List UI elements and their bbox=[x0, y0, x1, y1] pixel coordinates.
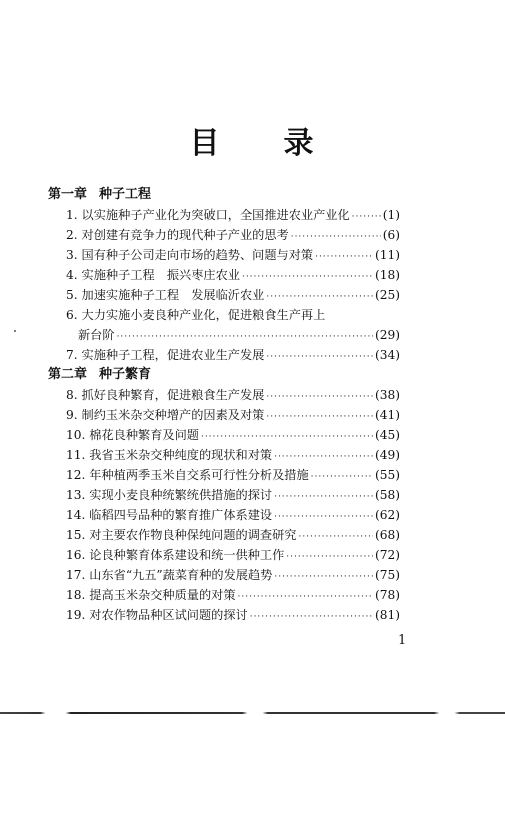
chapter-number: 第二章 bbox=[48, 367, 88, 382]
toc-entry[interactable] bbox=[48, 385, 400, 405]
entry-page: (29) bbox=[374, 328, 400, 342]
entry-title: 19. 对农作物品种区试问题的探讨 bbox=[66, 608, 248, 622]
chapter-number: 第一章 bbox=[48, 187, 88, 202]
entry-title: 2. 对创建有竞争力的现代种子产业的思考 bbox=[66, 228, 289, 242]
toc-entry[interactable] bbox=[48, 605, 400, 625]
toc-entry[interactable] bbox=[48, 405, 400, 425]
toc-entry-line-1[interactable] bbox=[48, 305, 400, 325]
entry-page: (34) bbox=[374, 348, 400, 362]
dot-leader bbox=[286, 547, 373, 567]
entry-title: 18. 提高玉米杂交种质量的对策 bbox=[66, 588, 236, 602]
title-char-2: 录 bbox=[283, 126, 316, 161]
entry-title: 9. 制约玉米杂交种增产的因素及对策 bbox=[66, 408, 265, 422]
toc-entry[interactable] bbox=[48, 545, 400, 565]
entry-page: (78) bbox=[374, 588, 400, 602]
dot-leader bbox=[201, 427, 373, 447]
entry-page: (72) bbox=[374, 548, 400, 562]
dot-leader bbox=[352, 207, 381, 227]
entry-title: 7. 实施种子工程，促进农业生产发展 bbox=[66, 348, 265, 362]
dot-leader bbox=[274, 447, 373, 467]
dot-leader bbox=[266, 407, 373, 427]
entry-title: 12. 年种植两季玉米自交系可行性分析及措施 bbox=[66, 468, 309, 482]
page-number: 1 bbox=[398, 633, 407, 648]
toc-entry[interactable] bbox=[48, 445, 400, 465]
dot-leader bbox=[266, 387, 373, 407]
chapter-name: 种子繁育 bbox=[99, 367, 152, 382]
dot-leader bbox=[311, 467, 373, 487]
dot-leader bbox=[266, 287, 373, 307]
toc-entry[interactable] bbox=[48, 585, 400, 605]
entry-page: (75) bbox=[374, 568, 400, 582]
entry-page: (1) bbox=[382, 208, 400, 222]
toc-entry[interactable] bbox=[48, 465, 400, 485]
scan-speck bbox=[14, 330, 16, 332]
dot-leader bbox=[250, 607, 373, 627]
entry-title: 16. 论良种繁育体系建设和统一供种工作 bbox=[66, 548, 285, 562]
entry-title: 13. 实现小麦良种统繁统供措施的探讨 bbox=[66, 488, 273, 502]
entry-page: (11) bbox=[374, 248, 400, 262]
entry-title: 14. 临稻四号品种的繁育推广体系建设 bbox=[66, 508, 273, 522]
dot-leader bbox=[117, 327, 373, 347]
dot-leader bbox=[274, 487, 373, 507]
toc-entry[interactable] bbox=[48, 485, 400, 505]
entry-title: 15. 对主要农作物良种保纯问题的调查研究 bbox=[66, 528, 297, 542]
entry-page: (45) bbox=[374, 428, 400, 442]
chapter-name: 种子工程 bbox=[99, 187, 152, 202]
title-char-1: 目 bbox=[189, 126, 222, 161]
scan-edge-line bbox=[0, 712, 505, 714]
table-of-contents bbox=[48, 185, 400, 625]
entry-title: 1. 以实施种子产业化为突破口，全国推进农业产业化 bbox=[66, 208, 350, 222]
entry-title-continued: 新台阶 bbox=[78, 328, 115, 342]
entry-page: (62) bbox=[374, 508, 400, 522]
entry-page: (6) bbox=[382, 228, 400, 242]
entry-title: 17. 山东省“九五”蔬菜育种的发展趋势 bbox=[66, 568, 273, 582]
entry-title: 4. 实施种子工程 振兴枣庄农业 bbox=[66, 268, 240, 282]
entry-page: (68) bbox=[374, 528, 400, 542]
entry-title: 3. 国有种子公司走向市场的趋势、问题与对策 bbox=[66, 248, 314, 262]
dot-leader bbox=[298, 527, 373, 547]
entry-title: 8. 抓好良种繁育，促进粮食生产发展 bbox=[66, 388, 265, 402]
dot-leader bbox=[291, 227, 381, 247]
entry-page: (55) bbox=[374, 468, 400, 482]
entry-page: (49) bbox=[374, 448, 400, 462]
entry-title: 10. 棉花良种繁育及问题 bbox=[66, 428, 199, 442]
dot-leader bbox=[315, 247, 373, 267]
entry-page: (58) bbox=[374, 488, 400, 502]
entry-page: (38) bbox=[374, 388, 400, 402]
entry-page: (25) bbox=[374, 288, 400, 302]
toc-entry[interactable] bbox=[48, 525, 400, 545]
toc-entry[interactable] bbox=[48, 505, 400, 525]
toc-entry[interactable] bbox=[48, 285, 400, 305]
dot-leader bbox=[274, 567, 373, 587]
dot-leader bbox=[266, 347, 373, 367]
entry-title: 11. 我省玉米杂交种纯度的现状和对策 bbox=[66, 448, 273, 462]
dot-leader bbox=[242, 267, 373, 287]
entry-title: 5. 加速实施种子工程 发展临沂农业 bbox=[66, 288, 265, 302]
toc-entry[interactable] bbox=[48, 205, 400, 225]
dot-leader bbox=[274, 507, 373, 527]
chapter-heading-2 bbox=[48, 365, 400, 385]
dot-leader bbox=[238, 587, 373, 607]
chapter-heading-1 bbox=[48, 185, 400, 205]
toc-entry[interactable] bbox=[48, 565, 400, 585]
toc-entry[interactable] bbox=[48, 265, 400, 285]
toc-entry-line-2[interactable] bbox=[48, 325, 400, 345]
toc-entry[interactable] bbox=[48, 245, 400, 265]
toc-entry[interactable] bbox=[48, 225, 400, 245]
entry-title: 6. 大力实施小麦良种产业化，促进粮食生产再上 bbox=[66, 308, 326, 322]
entry-page: (81) bbox=[374, 608, 400, 622]
entry-page: (41) bbox=[374, 408, 400, 422]
entry-page: (18) bbox=[374, 268, 400, 282]
toc-entry[interactable] bbox=[48, 345, 400, 365]
toc-entry[interactable] bbox=[48, 425, 400, 445]
page-title bbox=[0, 118, 505, 162]
